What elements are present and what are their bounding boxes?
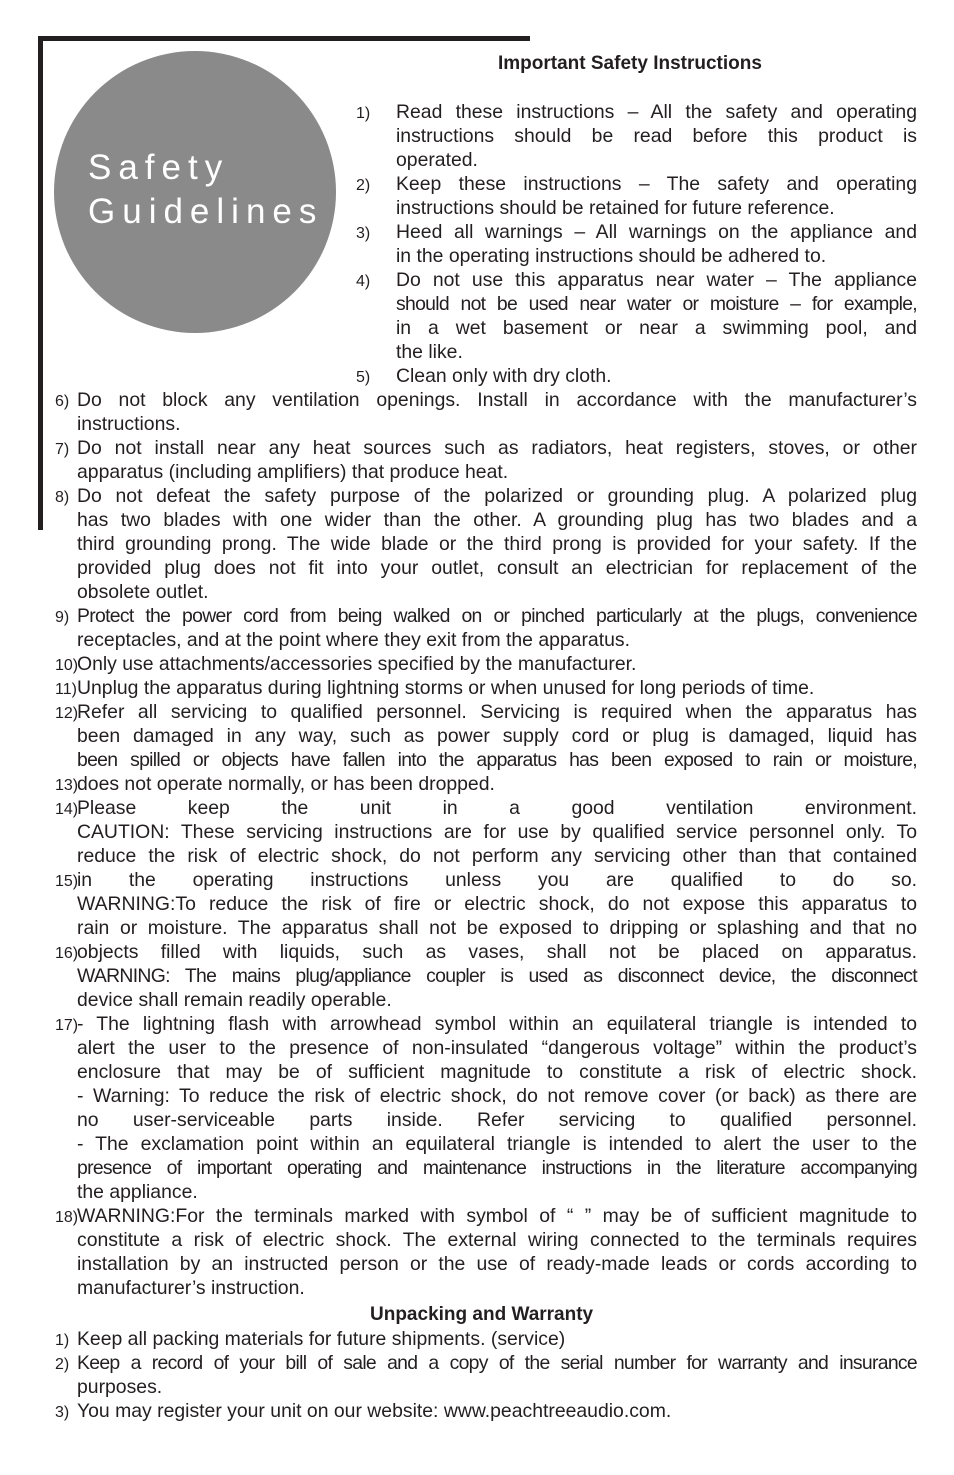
item-number: 1) bbox=[356, 105, 371, 122]
item-text-line: Keep a record of your bill of sale and a copy of the serial number for warranty and insurance bbox=[77, 1352, 917, 1374]
item-text-line: CAUTION: These servicing instructions are for use by qualified service personnel only. To bbox=[77, 821, 917, 843]
item-text-line: should not be used near water or moisture – for example, bbox=[396, 293, 917, 315]
item-text-line: Protect the power cord from being walked on or pinched particularly at the plugs, convenience bbox=[77, 605, 917, 627]
item-text-line: Heed all warnings – All warnings on the appliance and bbox=[396, 221, 917, 243]
list-item bbox=[55, 1351, 917, 1399]
unpacking-list bbox=[55, 1327, 917, 1423]
item-number: 13) bbox=[55, 777, 79, 794]
list-item bbox=[55, 676, 917, 700]
item-text-line: the appliance. bbox=[77, 1181, 198, 1203]
item-text-line: - The lightning flash with arrowhead symbol within an equilateral triangle is intended to bbox=[77, 1013, 917, 1035]
item-number: 2) bbox=[356, 177, 371, 194]
item-text-line: obsolete outlet. bbox=[77, 581, 209, 603]
item-text-line: Please keep the unit in a good ventilation environment. bbox=[77, 797, 917, 819]
item-text-line: objects filled with liquids, such as vases, shall not be placed on apparatus. bbox=[77, 941, 917, 963]
item-number: 3) bbox=[356, 225, 371, 242]
item-number: 7) bbox=[55, 441, 70, 458]
item-text-line: rain or moisture. The apparatus shall not be exposed to dripping or splashing and that no bbox=[77, 917, 917, 939]
list-item bbox=[356, 100, 917, 172]
item-text-line: WARNING:For the terminals marked with symbol of “ ” may be of sufficient magnitude to bbox=[77, 1205, 917, 1227]
item-text-line: manufacturer’s instruction. bbox=[77, 1277, 305, 1299]
list-item bbox=[356, 268, 917, 364]
top-instruction-list bbox=[356, 100, 917, 388]
item-text-line: device shall remain readily operable. bbox=[77, 989, 392, 1011]
item-number: 9) bbox=[55, 609, 70, 626]
list-item bbox=[55, 388, 917, 436]
item-text-line: enclosure that may be of sufficient magnitude to constitute a risk of electric shock. bbox=[77, 1061, 917, 1083]
badge-title-line1: Safety bbox=[88, 148, 230, 187]
list-item bbox=[55, 484, 917, 604]
item-text-line: Only use attachments/accessories specified by the manufacturer. bbox=[77, 653, 637, 675]
item-text-line: instructions should be read before this product is bbox=[396, 125, 917, 147]
list-item bbox=[55, 796, 917, 868]
item-text-line: in a wet basement or near a swimming pool, and bbox=[396, 317, 917, 339]
item-number: 12) bbox=[55, 705, 79, 722]
item-text-line: Read these instructions – All the safety and operating bbox=[396, 101, 917, 123]
important-safety-heading: Important Safety Instructions bbox=[498, 53, 762, 74]
list-item bbox=[356, 220, 917, 268]
item-text-line: apparatus (including amplifiers) that produce heat. bbox=[77, 461, 509, 483]
item-number: 5) bbox=[356, 369, 371, 386]
item-text-line: reduce the risk of electric shock, do not perform any servicing other than that contained bbox=[77, 845, 917, 867]
item-text-line: Unplug the apparatus during lightning storms or when unused for long periods of time. bbox=[77, 677, 815, 699]
badge-title-line2: Guidelines bbox=[88, 192, 324, 231]
item-number: 10) bbox=[55, 657, 79, 674]
list-item bbox=[55, 700, 917, 772]
item-text-line: Keep these instructions – The safety and operating bbox=[396, 173, 917, 195]
list-item bbox=[55, 436, 917, 484]
item-text-line: purposes. bbox=[77, 1376, 163, 1398]
item-text-line: third grounding prong. The wide blade or the third prong is provided for your safety. If the bbox=[77, 533, 917, 555]
item-text-line: in the operating instructions unless you are qualified to do so. bbox=[77, 869, 917, 891]
item-number: 11) bbox=[55, 681, 77, 698]
item-number: 15) bbox=[55, 873, 79, 890]
item-text-line: installation by an instructed person or the use of ready-made leads or cords according to bbox=[77, 1253, 917, 1275]
item-text-line: instructions should be retained for future reference. bbox=[396, 197, 835, 219]
list-item bbox=[55, 1399, 917, 1423]
item-text-line: Do not install near any heat sources such as radiators, heat registers, stoves, or other bbox=[77, 437, 917, 459]
item-text-line: no user-serviceable parts inside. Refer servicing to qualified personnel. bbox=[77, 1109, 917, 1131]
item-text-line: been damaged in any way, such as power supply cord or plug is damaged, liquid has bbox=[77, 725, 917, 747]
item-text-line: instructions. bbox=[77, 413, 181, 435]
item-text-line: presence of important operating and maintenance instructions in the literature accompanying bbox=[77, 1157, 917, 1179]
item-number: 6) bbox=[55, 393, 70, 410]
item-text-line: You may register your unit on our website: www.peachtreeaudio.com. bbox=[77, 1400, 672, 1422]
item-text-line: operated. bbox=[396, 149, 478, 171]
item-text-line: WARNING:To reduce the risk of fire or electric shock, do not expose this apparatus to bbox=[77, 893, 917, 915]
list-item bbox=[55, 940, 917, 1012]
unpacking-warranty-heading: Unpacking and Warranty bbox=[370, 1304, 594, 1325]
item-text-line: provided plug does not fit into your outlet, consult an electrician for replacement of the bbox=[77, 557, 917, 579]
list-item bbox=[356, 172, 917, 220]
item-text-line: does not operate normally, or has been dropped. bbox=[77, 773, 495, 795]
list-item bbox=[55, 1327, 917, 1351]
item-number: 3) bbox=[55, 1404, 70, 1421]
item-number: 16) bbox=[55, 945, 79, 962]
item-text-line: Clean only with dry cloth. bbox=[396, 365, 612, 387]
item-text-line: - Warning: To reduce the risk of electric shock, do not remove cover (or back) as there are bbox=[77, 1085, 917, 1107]
item-text-line: Do not defeat the safety purpose of the polarized or grounding plug. A polarized plug bbox=[77, 485, 917, 507]
frame-left-rule bbox=[38, 36, 43, 530]
item-text-line: the like. bbox=[396, 341, 463, 363]
item-text-line: Do not use this apparatus near water – The appliance bbox=[396, 269, 917, 291]
item-text-line: Do not block any ventilation openings. Install in accordance with the manufacturer’s bbox=[77, 389, 917, 411]
item-text-line: alert the user to the presence of non-insulated “dangerous voltage” within the product’s bbox=[77, 1037, 917, 1059]
safety-badge-title bbox=[88, 146, 323, 234]
main-instruction-list bbox=[55, 388, 917, 1300]
list-item bbox=[55, 652, 917, 676]
item-number: 1) bbox=[55, 1332, 70, 1349]
item-number: 4) bbox=[356, 273, 371, 290]
item-number: 17) bbox=[55, 1017, 79, 1034]
item-text-line: - The exclamation point within an equilateral triangle is intended to alert the user to the bbox=[77, 1133, 917, 1155]
item-text-line: Refer all servicing to qualified personnel. Servicing is required when the apparatus has bbox=[77, 701, 917, 723]
item-number: 14) bbox=[55, 801, 79, 818]
frame-top-rule bbox=[38, 36, 530, 41]
list-item bbox=[55, 1012, 917, 1204]
item-text-line: constitute a risk of electric shock. The external wiring connected to the terminals requires bbox=[77, 1229, 917, 1251]
list-item bbox=[55, 1204, 917, 1300]
list-item bbox=[55, 772, 917, 796]
item-text-line: has two blades with one wider than the other. A grounding plug has two blades and a bbox=[77, 509, 917, 531]
item-number: 18) bbox=[55, 1209, 79, 1226]
item-text-line: receptacles, and at the point where they exit from the apparatus. bbox=[77, 629, 630, 651]
list-item bbox=[356, 364, 917, 388]
item-text-line: been spilled or objects have fallen into the apparatus has been exposed to rain or moisture, bbox=[77, 749, 917, 771]
list-item bbox=[55, 868, 917, 940]
item-text-line: in the operating instructions should be adhered to. bbox=[396, 245, 827, 267]
item-text-line: WARNING: The mains plug/appliance coupler is used as disconnect device, the disconnect bbox=[77, 965, 917, 987]
item-number: 2) bbox=[55, 1356, 70, 1373]
item-number: 8) bbox=[55, 489, 70, 506]
item-text-line: Keep all packing materials for future shipments. (service) bbox=[77, 1328, 566, 1350]
list-item bbox=[55, 604, 917, 652]
